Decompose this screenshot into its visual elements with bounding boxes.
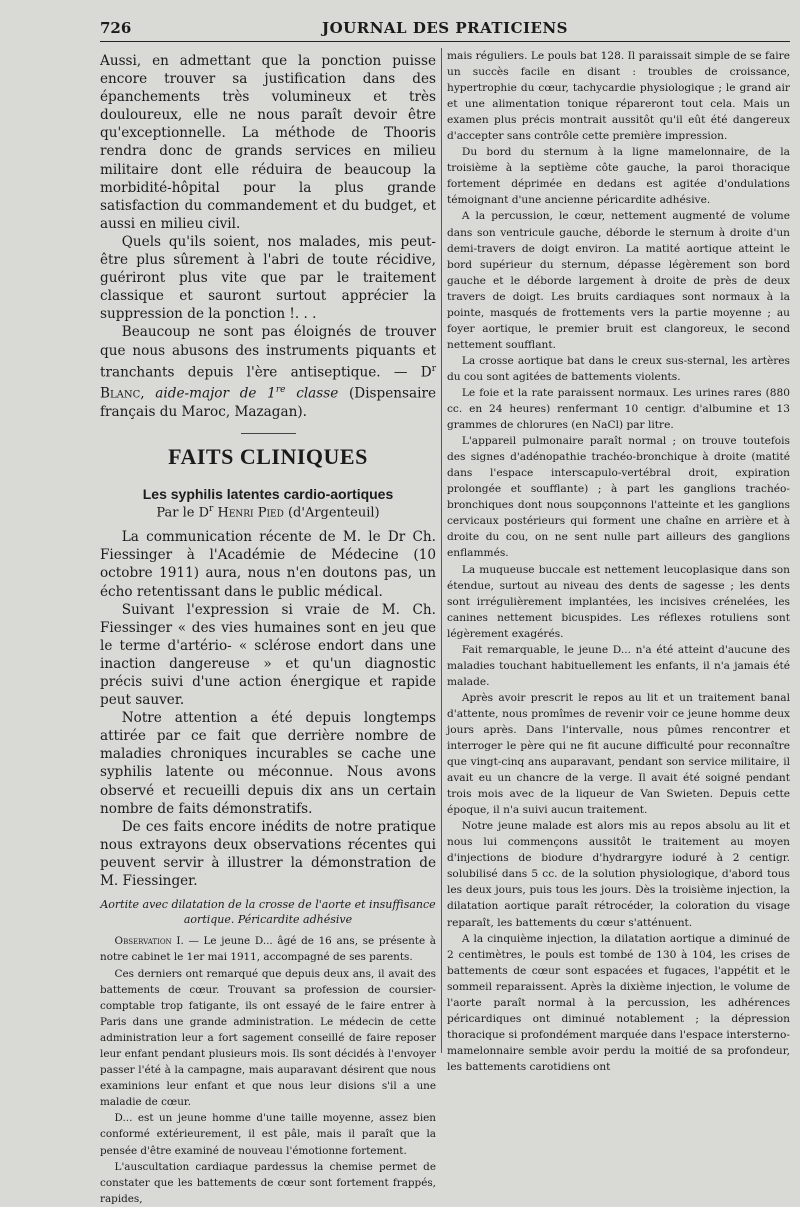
section-rule xyxy=(241,433,296,434)
author-name: Henri Pied xyxy=(217,505,284,521)
left-column xyxy=(100,52,436,1207)
paragraph: La muqueuse buccale est nettement leucoplasique dans son étendue, surtout au niveau des dents de sagesse ; les dents sont irrégulièrement implantées, les incisives crénelées, les canines nettement bicuspides. Les réflexes rotuliens sont légèrement exagérés. xyxy=(447,563,790,640)
paragraph: L'auscultation cardiaque pardessus la chemise permet de constater que les battements de cœur sont fortement frappés, rapides, xyxy=(100,1160,436,1205)
paragraph: mais réguliers. Le pouls bat 128. Il paraissait simple de se faire un succès facile en disant : troubles de croissance, hypertrophie du cœur, tachycardie physiologique ; le grand air et une alimentation tonique répareront tout cela. Mais un examen plus précis montrait aussitôt qu'il eût été dangereux d'accepter sans contrôle cette première impression. xyxy=(447,50,790,143)
paragraph: Fait remarquable, le jeune D... n'a été atteint d'aucune des maladies touchant habituellement les enfants, il n'a jamais été malade. xyxy=(447,643,790,688)
observation-text xyxy=(100,933,436,1207)
paragraph: La crosse aortique bat dans le creux sus-sternal, les artères du cou sont agitées de battements violents. xyxy=(447,354,790,383)
paragraph: Après avoir prescrit le repos au lit et un traitement banal d'attente, nous promîmes de revenir voir ce jeune homme deux jours après. Dans l'intervalle, nous pûmes rencontrer et interroger le père qui ne fit aucune difficulté pour reconnaître que vingt-cinq ans auparavant, pendant son service militaire, il avait eu un chancre de la verge. Il avait été soigné pendant trois mois avec de la liqueur de Van Swieten. Depuis cette époque, il n'a suivi aucun traitement. xyxy=(447,691,790,817)
page-number: 726 xyxy=(100,19,132,37)
paragraph: Suivant l'expression si vraie de M. Ch. Fiessinger « des vies humaines sont en jeu que le terme d'artério- « sclérose endort dans une inaction dangereuse » et qu'un diagnostic précis suivi d'une action énergique et rapide peut sauver. xyxy=(100,601,436,709)
article-title: Les syphilis latentes cardio-aortiques xyxy=(142,485,394,502)
paragraph: Du bord du sternum à la ligne mamelonnaire, de la troisième à la septième côte gauche, la paroi thoracique fortement déprimée en dedans est agitée d'ondulations témoignant d'une ancienne péricardite adhésive. xyxy=(447,146,790,207)
paragraph: De ces faits encore inédits de notre pratique nous extrayons deux observations récentes qui peuvent servir à illustrer la démonstration de M. Fiessinger. xyxy=(100,818,436,890)
right-column xyxy=(447,48,790,1075)
paragraph: Le foie et la rate paraissent normaux. Les urines rares (880 cc. en 24 heures) renfermant 10 centigr. d'albumine et 13 grammes de chlorures (en NaCl) par litre. xyxy=(447,386,790,432)
observation-heading: Aortite avec dilatation de la crosse de l'aorte et insuffisance aortique. Péricardite adhésive xyxy=(100,898,436,926)
paragraph: A la percussion, le cœur, nettement augmenté de volume dans son ventricule gauche, déborde le sternum à droite d'un demi-travers de doigt environ. La matité aortique atteint le bord supérieur du sternum, dépasse légèrement son bord gauche et le déborde largement à droite de près de deux travers de doigt. Les bruits cardiaques sont normaux à la pointe, masqués de frottements vers la partie moyenne ; au foyer aortique, le premier bruit est clangoreux, le second nettement soufflant. xyxy=(447,210,790,351)
paragraph: D... est un jeune homme d'une taille moyenne, assez bien conformé extérieurement, il est pâle, mais il paraît que la pensée d'être examiné de nouveau l'émotionne fortement. xyxy=(100,1112,436,1157)
paragraph: A la cinquième injection, la dilatation aortique a diminué de 2 centimètres, le pouls est tombé de 130 à 104, les crises de battements de cœur sont espacées et fugaces, l'appétit et le sommeil reparaissent. Après la dixième injection, le volume de l'aorte paraît normal à la percussion, les adhérences péricardiques ont diminué notablement ; la dépression thoracique si profondément marquée dans l'espace intersterno-mamelonnaire semble avoir perdu la moitié de sa profondeur, les battements carotidiens ont xyxy=(447,932,790,1073)
byline: Par le $D^r$ Henri Pied (d'Argenteuil) xyxy=(156,503,380,521)
paragraph: Aussi, en admettant que la ponction puisse encore trouver sa justification dans des épanchements très volumineux et très douloureux, elle ne nous paraît devoir être qu'exceptionnelle. La méthode de Thooris rendra donc de grands services en milieu militaire dont elle réduira de beaucoup la morbidité-hôpital pour la plus grande satisfaction du commandement et du budget, et aussi en milieu civil. xyxy=(100,53,436,232)
column-divider xyxy=(441,48,442,1053)
journal-title: JOURNAL DES PRATICIENS xyxy=(322,19,568,37)
author-name: Blanc, xyxy=(100,385,145,402)
paragraph: Notre attention a été depuis longtemps attirée par ce fait que derrière nombre de maladies chroniques incurables se cache une syphilis latente ou méconnue. Nous avons observé et recueilli depuis dix ans un certain nombre de faits démonstratifs. xyxy=(100,710,436,817)
section-title: FAITS CLINIQUES xyxy=(168,443,368,469)
paragraph: Ces derniers ont remarqué que depuis deux ans, il avait des battements de cœur. Trouvant sa profession de coursier-comptable trop fatigante, ils ont essayé de le faire entrer à Paris dans une grande administration. Le médecin de cette administration leur a fort sagement conseillé de faire reposer leur enfant pendant plusieurs mois. Ils sont décidés à l'envoyer passer l'été à la campagne, mais auparavant désirent que nous examinions leur enfant et que nous leur disions s'il a une maladie de cœur. xyxy=(100,967,436,1109)
page-header xyxy=(100,17,790,42)
paragraph: Notre jeune malade est alors mis au repos absolu au lit et nous lui commençons aussitôt le traitement au moyen d'injections de biodure d'hydrargyre ioduré à 2 centigr. solubilisé dans 5 cc. de la solution physiologique, d'abord tous les deux jours, puis tous les jours. Dès la troisième injection, la dilatation aortique paraît rétrocéder, la coloration du visage reparaît, les battements du cœur s'atténuent. xyxy=(447,820,790,929)
observation-label: Observation xyxy=(114,935,172,948)
paragraph: La communication récente de M. le Dr Ch. Fiessinger à l'Académie de Médecine (10 octobre 1911) aura, nous n'en doutons pas, un écho retentissant dans le public médical. xyxy=(100,529,436,600)
signature-paragraph: Beaucoup ne sont pas éloignés de trouver que nous abusons des instruments piquants et tranchants depuis l'ère antiseptique. — $D^r$ Blanc, aide-major de 1re classe (Dispensaire français du Maroc, Mazagan). xyxy=(100,324,437,420)
article-body xyxy=(100,528,436,890)
paragraph: Observation I. — Le jeune D... âgé de 16 ans, se présente à notre cabinet le 1er mai 1911, accompagné de ses parents. xyxy=(100,935,436,964)
paragraph: Quels qu'ils soient, nos malades, mis peut-être plus sûrement à l'abri de toute récidive, guériront plus vite que par le traitement classique et sauront surtout apprécier la suppression de la ponction !. . . xyxy=(100,233,436,323)
previous-article-end xyxy=(100,52,436,421)
paragraph: L'appareil pulmonaire paraît normal ; on trouve toutefois des signes d'adénopathie trachéo-bronchique à droite (matité dans l'espace interscapulo-vertébral droit, expiration prolongée et soufflante) ; à part les ganglions trachéo-bronchiques dont nous soupçonnons l'atteinte et les ganglions cervicaux postérieurs qui forment une chaîne en arrière et à droite du cou, on ne sent nulle part ailleurs des ganglions enflammés. xyxy=(447,435,790,560)
